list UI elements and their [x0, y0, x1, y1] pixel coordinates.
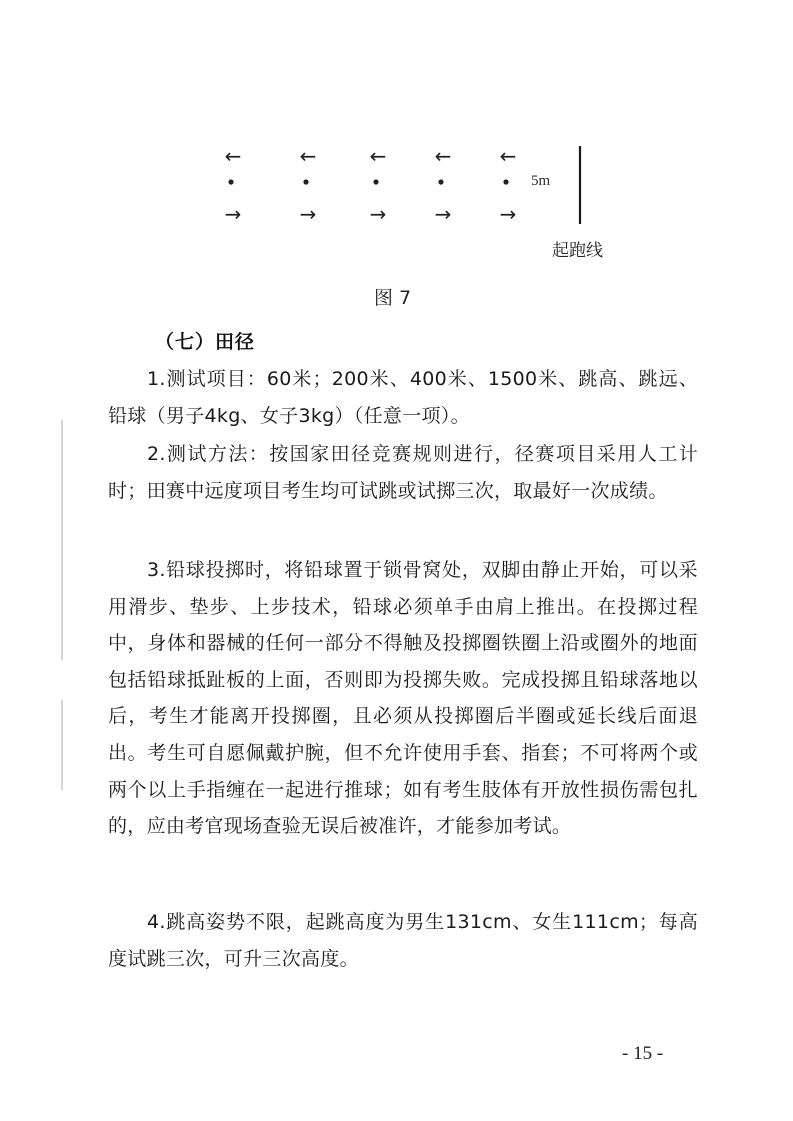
scan-margin-mark: [61, 420, 63, 660]
arrow-right-icon: →: [434, 202, 452, 226]
arrow-left-icon: ←: [499, 144, 517, 168]
arrow-left-icon: ←: [434, 144, 452, 168]
arrow-left-icon: ←: [299, 144, 317, 168]
scan-margin-mark: [61, 700, 63, 790]
arrow-right-icon: →: [369, 202, 387, 226]
distance-label: 5m: [531, 173, 551, 189]
cone-marker: [303, 179, 308, 184]
cone-marker: [438, 179, 443, 184]
page-number: - 15 -: [622, 1043, 664, 1064]
cone-marker: [373, 179, 378, 184]
arrow-right-icon: →: [224, 202, 242, 226]
paragraph-shot-put-rules: 3.铅球投掷时，将铅球置于锁骨窝处，双脚由静止开始，可以采用滑步、垫步、上步技术，铅球必须单手由肩上推出。在投掷过程中，身体和器械的任何一部分不得触及投掷圈铁圈上沿或圈外的地面包括铅球抵趾板的上面，否则即为投掷失败。完成投掷且铅球落地以后，考生才能离开投掷圈，且必须从投掷圈后半圈或延长线后面退出。考生可自愿佩戴护腕，但不允许使用手套、指套；不可将两个或两个以上手指缠在一起进行推球；如有考生肢体有开放性损伤需包扎的，应由考官现场查验无误后被准许，才能参加考试。: [108, 559, 698, 838]
paragraph-test-items: 1.测试项目：60米；200米、400米、1500米、跳高、跳远、铅球（男子4kg、女子3kg）（任意一项）。: [108, 368, 698, 427]
paragraph-high-jump-rules: 4.跳高姿势不限，起跳高度为男生131cm、女生111cm；每高度试跳三次，可升三次高度。: [108, 911, 698, 970]
figure-7: [0, 0, 793, 270]
section-title: （七）田径: [155, 331, 256, 353]
shuttle-run-diagram: [0, 0, 793, 270]
cone-marker: [503, 179, 508, 184]
arrow-right-icon: →: [299, 202, 317, 226]
arrow-right-icon: →: [499, 202, 517, 226]
arrow-left-icon: ←: [369, 144, 387, 168]
figure-caption: 图 7: [374, 287, 412, 309]
cone-marker: [228, 179, 233, 184]
paragraph-test-method: 2.测试方法：按国家田径竞赛规则进行，径赛项目采用人工计时；田赛中远度项目考生均可试跳或试掷三次，取最好一次成绩。: [108, 443, 698, 502]
start-line-label: 起跑线: [552, 241, 603, 261]
arrow-left-icon: ←: [224, 144, 242, 168]
